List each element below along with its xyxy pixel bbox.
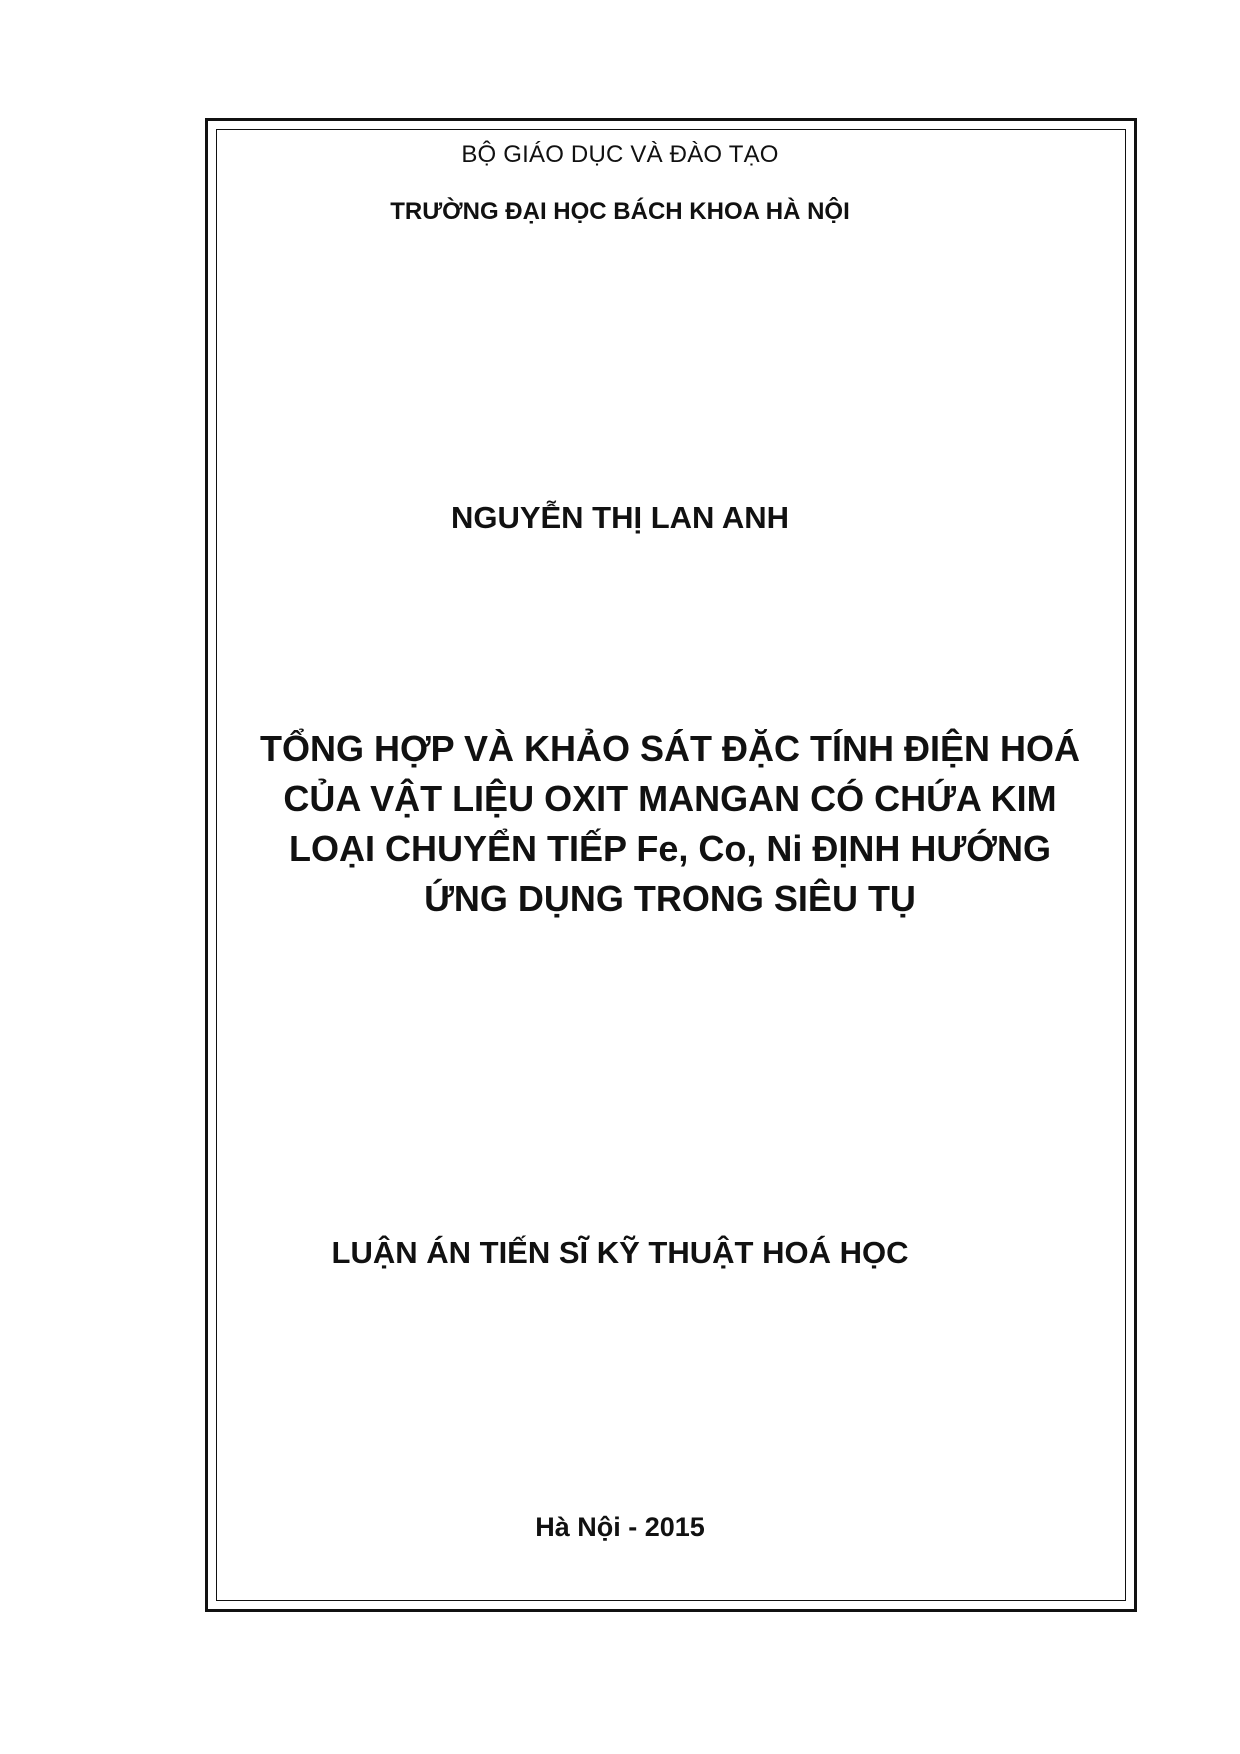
ministry-heading: BỘ GIÁO DỤC VÀ ĐÀO TẠO xyxy=(461,141,779,168)
thesis-title xyxy=(220,724,1120,924)
thesis-title-line: LOẠI CHUYỂN TIẾP Fe, Co, Ni ĐỊNH HƯỚNG xyxy=(289,828,1051,869)
place-and-year: Hà Nội - 2015 xyxy=(535,1512,705,1542)
author-name: NGUYỄN THỊ LAN ANH xyxy=(450,500,790,535)
university-heading: TRƯỜNG ĐẠI HỌC BÁCH KHOA HÀ NỘI xyxy=(390,198,850,225)
thesis-title-line: ỨNG DỤNG TRONG SIÊU TỤ xyxy=(424,878,916,919)
degree-type: LUẬN ÁN TIẾN SĨ KỸ THUẬT HOÁ HỌC xyxy=(331,1235,909,1270)
thesis-title-line: CỦA VẬT LIỆU OXIT MANGAN CÓ CHỨA KIM xyxy=(283,778,1057,819)
thesis-title-line: TỔNG HỢP VÀ KHẢO SÁT ĐẶC TÍNH ĐIỆN HOÁ xyxy=(259,728,1081,769)
